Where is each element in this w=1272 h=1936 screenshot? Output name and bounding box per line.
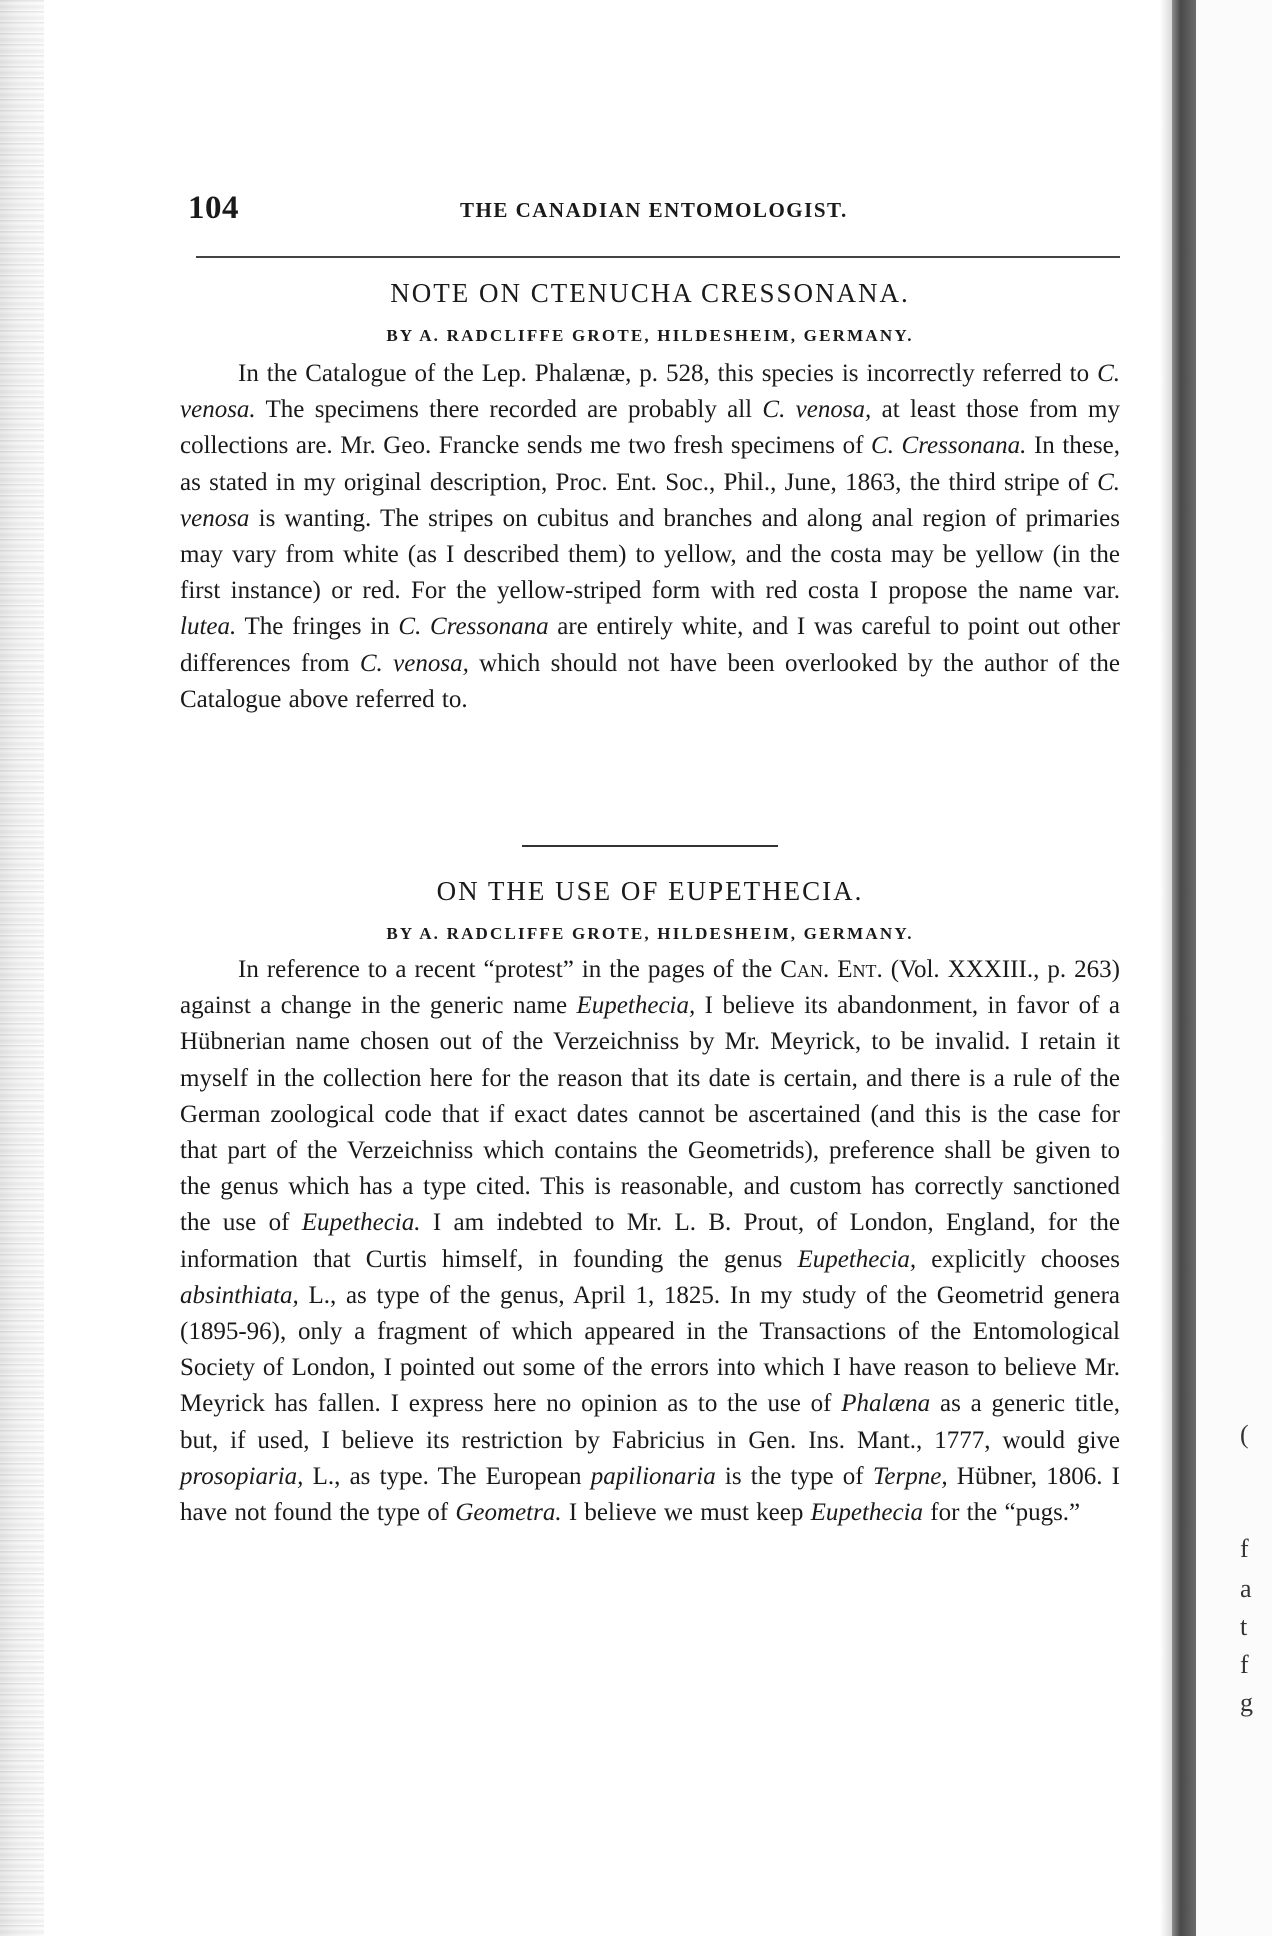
text-run: are entirely white, and I was careful to point out other differences from [180,613,1120,677]
italic-run: Eupethecia [810,1499,924,1527]
italic-run: C. venosa [180,468,1120,532]
text-run: L., as type of the genus, April 1, 1825. In my study of the Geometrid genera (1895-96), only a fragment of which appeared in the Transactions of the Entomological Society of London, I pointed out some of the errors into which I have reason to believe Mr. Meyrick has fallen. I express here no opinion as to the use of [180,1281,1120,1418]
italic-run: Eupethecia, [576,992,696,1020]
italic-run: C. venosa, [359,649,469,677]
text-run: explicitly chooses [916,1245,1120,1273]
text-run: Hübner, 1806. I have not found the type of [180,1462,1120,1527]
margin-fragment: a [1240,1574,1252,1603]
article-body [180,952,1120,1531]
text-run: In the Catalogue of the Lep. Phalænæ, p. 528, this species is incorrectly referred to [238,360,1098,387]
italic-run: absinthiata, [180,1281,299,1309]
text-run: The fringes in [236,613,399,641]
text-run: The specimens there recorded are probably all [255,396,763,424]
spine-gutter [1160,0,1172,1936]
article-body [180,356,1120,718]
margin-fragment: t [1240,1612,1248,1641]
italic-run: Eupethecia. [301,1209,421,1237]
italic-run: C. Cressonana. [871,432,1027,460]
text-run: In reference to a recent “protest” in the pages of the [238,956,781,983]
text-run: at least those from my collections are. Mr. Geo. Francke sends me two fresh specimens of [180,396,1120,460]
text-run: (Vol. XXXIII., p. 263) against a change in the generic name [180,956,1120,1020]
italic-run: C. venosa. [180,360,1120,424]
journal-title: THE CANADIAN ENTOMOLOGIST. [460,198,848,222]
header-rule [196,256,1120,258]
text-run: which should not have been overlooked by the author of the Catalogue above referred to. [180,649,1120,713]
text-run: L., as type. The European [303,1462,591,1490]
italic-run: C. Cressonana [398,613,549,641]
italic-run: C. venosa, [762,396,872,424]
text-run: for the “pugs.” [923,1499,1081,1527]
italic-run: prosopiaria, [180,1462,304,1490]
margin-fragment: g [1240,1688,1253,1717]
article-title: NOTE ON CTENUCHA CRESSONANA. [390,278,910,308]
spine-shadow [1172,0,1196,1936]
text-run: In these, as stated in my original description, Proc. Ent. Soc., Phil., June, 1863, the third stripe of [180,432,1120,496]
page-number: 104 [188,190,239,226]
text-run: I am indebted to Mr. L. B. Prout, of London, England, for the information that Curtis himself, in founding the genus [180,1209,1120,1273]
italic-run: Terpne, [872,1462,948,1490]
article-title: ON THE USE OF EUPETHECIA. [436,876,864,906]
margin-fragment: f [1240,1534,1249,1563]
margin-fragment: f [1240,1650,1249,1679]
italic-run: papilionaria [590,1462,716,1490]
italic-run: lutea. [180,613,237,641]
running-head [180,190,1120,230]
next-page-edge [1196,0,1272,1936]
italic-run: Eupethecia, [797,1245,917,1273]
smallcaps-run: Can. Ent. [780,956,883,983]
page-edge-left [0,0,44,1936]
section-divider [522,845,778,847]
article-byline: BY A. RADCLIFFE GROTE, HILDESHEIM, GERMANY. [386,924,914,943]
text-run: I believe we must keep [561,1499,811,1527]
text-run: is wanting. The stripes on cubitus and branches and along anal region of primaries may vary from white (as I described them) to yellow, and the costa may be yellow (in the first instance) or red. For the yellow-striped form with red costa I propose the name var. [180,504,1120,605]
article-byline: BY A. RADCLIFFE GROTE, HILDESHEIM, GERMANY. [386,326,914,345]
italic-run: Phalæna [841,1390,931,1418]
margin-fragment: ( [1240,1420,1249,1449]
text-run: as a generic title, but, if used, I believe its restriction by Fabricius in Gen. Ins. Mant., 1777, would give [180,1390,1120,1454]
italic-run: Geometra. [455,1499,562,1527]
text-run: I believe its abandonment, in favor of a Hübnerian name chosen out of the Verzeichniss by Mr. Meyrick, to be invalid. I retain it myself in the collection here for the reason that its date is certain, and there is a rule of the German zoological code that if exact dates cannot be ascertained (and this is the case for that part of the Verzeichniss which contains the Geometrids), preference shall be given to the genus which has a type cited. This is reasonable, and custom has correctly sanctioned the use of [180,992,1120,1237]
text-run: is the type of [715,1462,873,1490]
